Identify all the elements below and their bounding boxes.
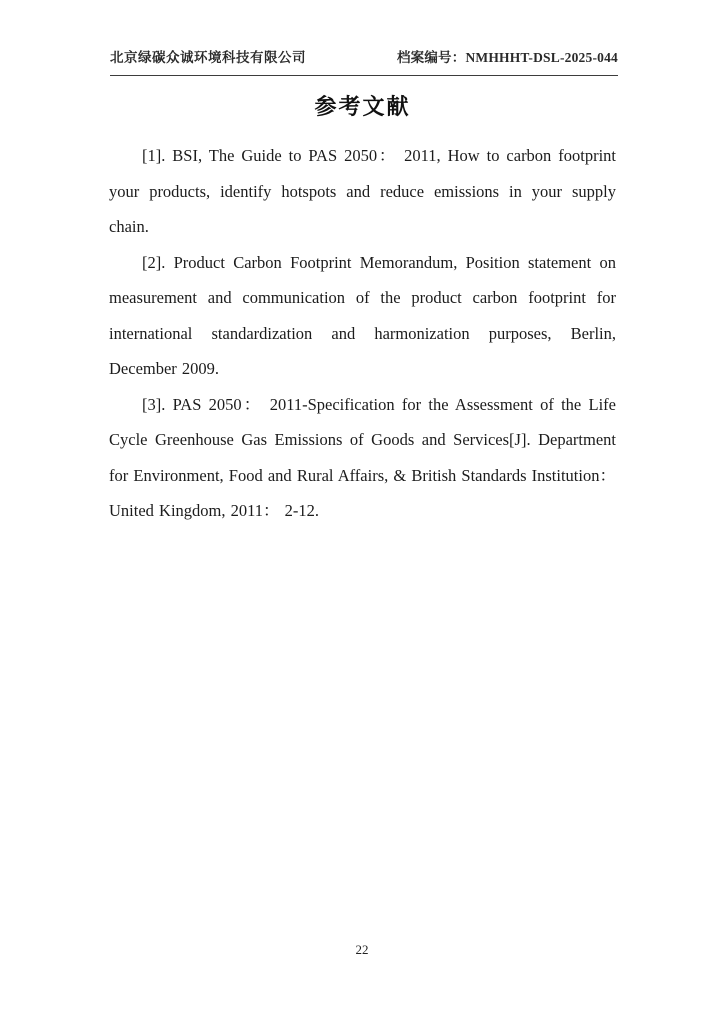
doc-number-value: NMHHHT-DSL-2025-044 [465,50,618,65]
company-name: 北京绿碳众诚环境科技有限公司 [110,50,306,65]
page-number: 22 [355,942,369,957]
doc-number [397,46,618,66]
page-title: 参考文献 [314,94,411,119]
reference-entry-1: [1]. BSI, The Guide to PAS 2050： 2011, How to carbon footprint your products, identify hotspots and reduce emissions in your supply chain. [109,146,616,236]
reference-entry-3: [3]. PAS 2050： 2011-Specification for the Assessment of the Life Cycle Greenhouse Gas Emissions of Goods and Services[J]. Department for Environment, Food and Rural Affairs, & British Standards Institution： United Kingdom, 2011： 2-12. [109,394,616,520]
page-footer [0,941,724,959]
doc-number-label: 档案编号： [396,50,466,65]
page-header [110,46,618,76]
reference-entry-2: [2]. Product Carbon Footprint Memorandum, Position statement on measurement and communication of the product carbon footprint for international standardization and harmonization purposes, Berlin, December 2009. [109,252,616,378]
references-section [109,92,616,529]
